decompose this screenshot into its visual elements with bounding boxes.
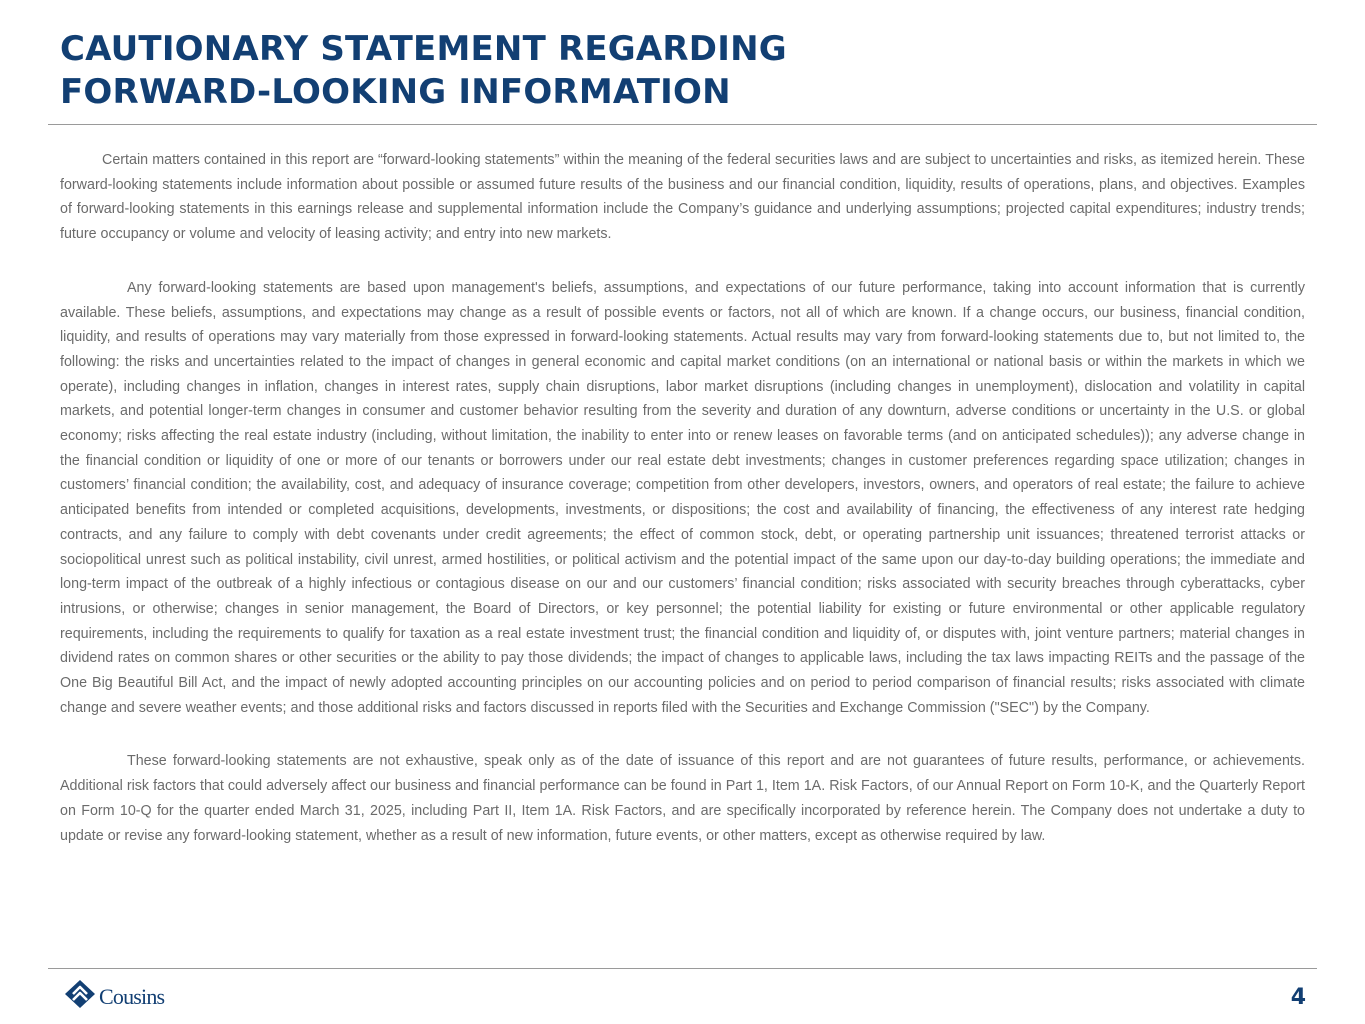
page-title	[60, 28, 1060, 114]
page-number: 4	[1290, 985, 1306, 1010]
statement-body	[60, 148, 1305, 877]
cousins-logo	[64, 978, 164, 1010]
footer-divider	[48, 968, 1317, 969]
paragraph-intro: Certain matters contained in this report are “forward-looking statements” within the meaning of the federal securities laws and are subject to uncertainties and risks, as itemized herein. These forward-looking statements include information about possible or assumed future results of the business and our financial condition, liquidity, results of operations, plans, and objectives. Examples of forward-looking statements in this earnings release and supplemental information include the Company’s guidance and underlying assumptions; projected capital expenditures; industry trends; future occupancy or volume and velocity of leasing activity; and entry into new markets.	[60, 152, 1305, 243]
page-title-line-2: FORWARD-LOOKING INFORMATION	[60, 72, 731, 112]
logo-wordmark: Cousins	[99, 984, 165, 1009]
paragraph-disclaimer: These forward-looking statements are not exhaustive, speak only as of the date of issuance of this report and are not guarantees of future results, performance, or achievements. Additional risk factors that could adversely affect our business and financial performance can be found in Part 1, Item 1A. Risk Factors, of our Annual Report on Form 10-K, and the Quarterly Report on Form 10-Q for the quarter ended March 31, 2025, including Part II, Item 1A. Risk Factors, and are specifically incorporated by reference herein. The Company does not undertake a duty to update or revise any forward-looking statement, whether as a result of new information, future events, or other matters, except as otherwise required by law.	[60, 753, 1305, 844]
page-title-line-1: CAUTIONARY STATEMENT REGARDING	[60, 29, 787, 69]
cousins-logo-icon	[64, 979, 96, 1009]
header-divider	[48, 124, 1317, 125]
paragraph-risk-factors: Any forward-looking statements are based upon management's beliefs, assumptions, and expectations of our future performance, taking into account information that is currently available. These beliefs, assumptions, and expectations may change as a result of possible events or factors, not all of which are known. If a change occurs, our business, financial condition, liquidity, and results of operations may vary materially from those expressed in forward-looking statements. Actual results may vary from forward-looking statements due to, but not limited to, the following: the risks and uncertainties related to the impact of changes in general economic and capital market conditions (on an international or national basis or within the markets in which we operate), including changes in inflation, changes in interest rates, supply chain disruptions, labor market disruptions (including changes in unemployment), dislocation and volatility in capital markets, and potential longer-term changes in consumer and customer behavior resulting from the severity and duration of any downturn, adverse conditions or uncertainty in the U.S. or global economy; risks affecting the real estate industry (including, without limitation, the inability to enter into or renew leases on favorable terms (and on anticipated schedules)); any adverse change in the financial condition or liquidity of one or more of our tenants or borrowers under our real estate debt investments; changes in customer preferences regarding space utilization; changes in customers’ financial condition; the availability, cost, and adequacy of insurance coverage; competition from other developers, investors, owners, and operators of real estate; the failure to achieve anticipated benefits from intended or completed acquisitions, developments, investments, or dispositions; the cost and availability of financing, the effectiveness of any interest rate hedging contracts, and any failure to comply with debt covenants under credit agreements; the effect of common stock, debt, or operating partnership unit issuances; threatened terrorist attacks or sociopolitical unrest such as political instability, civil unrest, armed hostilities, or political activism and the potential impact of the same upon our day-to-day building operations; the immediate and long-term impact of the outbreak of a highly infectious or contagious disease on our and our customers’ financial condition; risks associated with security breaches through cyberattacks, cyber intrusions, or otherwise; changes in senior management, the Board of Directors, or key personnel; the potential liability for existing or future environmental or other applicable regulatory requirements, including the requirements to qualify for taxation as a real estate investment trust; the financial condition and liquidity of, or disputes with, joint venture partners; material changes in dividend rates on common shares or other securities or the ability to pay those dividends; the impact of changes to applicable laws, including the tax laws impacting REITs and the passage of the One Big Beautiful Bill Act, and the impact of newly adopted accounting principles on our accounting policies and on period to period comparison of financial results; risks associated with climate change and severe weather events; and those additional risks and factors discussed in reports filed with the Securities and Exchange Commission ("SEC") by the Company.	[60, 279, 1305, 716]
